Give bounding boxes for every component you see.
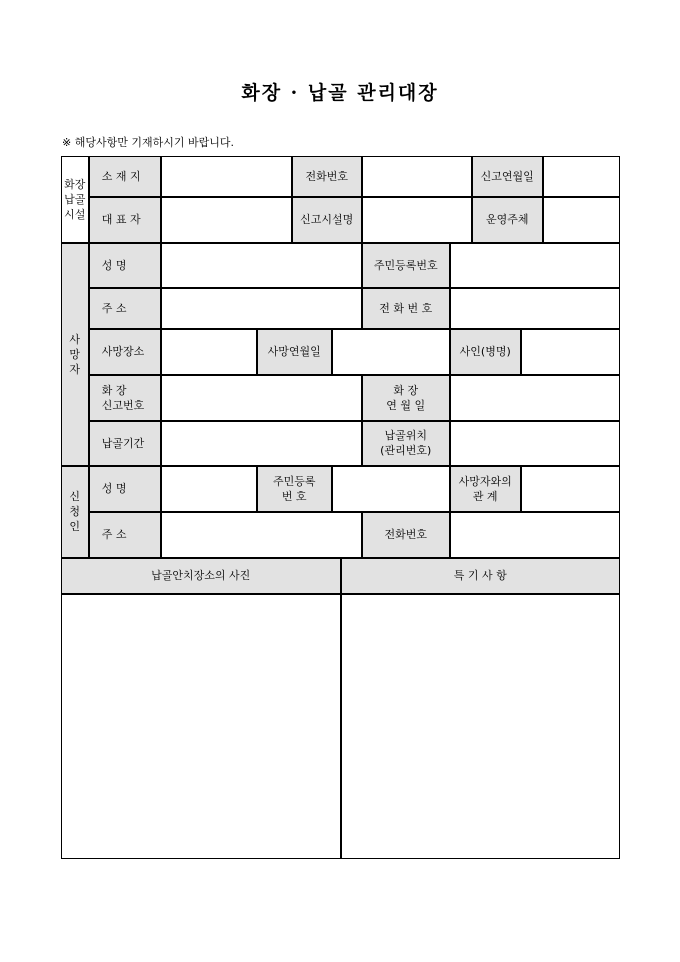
facility-name-label: 신고시설명 — [292, 197, 362, 243]
death-date-label: 사망연월일 — [257, 329, 332, 375]
period-field[interactable] — [161, 421, 362, 466]
operator-label: 운영주체 — [472, 197, 543, 243]
deceased-phone-label: 전 화 번 호 — [362, 288, 450, 329]
deceased-address-label: 주 소 — [89, 288, 161, 329]
remarks-area[interactable] — [341, 594, 620, 859]
cremation-date-field[interactable] — [450, 375, 620, 421]
deceased-phone-field[interactable] — [450, 288, 620, 329]
applicant-resident-no-field[interactable] — [332, 466, 450, 512]
representative-label: 대 표 자 — [89, 197, 161, 243]
applicant-section-label: 신 청 인 — [61, 466, 89, 558]
cremation-date-label: 화 장 연 월 일 — [362, 375, 450, 421]
location-label: 소 재 지 — [89, 156, 161, 197]
representative-field[interactable] — [161, 197, 292, 243]
facility-phone-field[interactable] — [362, 156, 472, 197]
cremation-no-field[interactable] — [161, 375, 362, 421]
deceased-resident-no-field[interactable] — [450, 243, 620, 288]
cause-field[interactable] — [521, 329, 620, 375]
photo-area[interactable] — [61, 594, 341, 859]
niche-location-field[interactable] — [450, 421, 620, 466]
facility-phone-label: 전화번호 — [292, 156, 362, 197]
page-title: 화장 · 납골 관리대장 — [241, 82, 439, 104]
deceased-name-field[interactable] — [161, 243, 362, 288]
report-date-field[interactable] — [543, 156, 620, 197]
applicant-address-field[interactable] — [161, 512, 362, 558]
report-date-label: 신고연월일 — [472, 156, 543, 197]
niche-location-label: 납골위치 (관리번호) — [362, 421, 450, 466]
register-form — [61, 156, 620, 859]
death-place-label: 사망장소 — [89, 329, 161, 375]
deceased-section-label: 사 망 자 — [61, 243, 89, 466]
relation-field[interactable] — [521, 466, 620, 512]
death-place-field[interactable] — [161, 329, 257, 375]
applicant-phone-field[interactable] — [450, 512, 620, 558]
applicant-address-label: 주 소 — [89, 512, 161, 558]
applicant-phone-label: 전화번호 — [362, 512, 450, 558]
death-date-field[interactable] — [332, 329, 450, 375]
operator-field[interactable] — [543, 197, 620, 243]
applicant-name-label: 성 명 — [89, 466, 161, 512]
deceased-name-label: 성 명 — [89, 243, 161, 288]
period-label: 납골기간 — [89, 421, 161, 466]
deceased-resident-no-label: 주민등록번호 — [362, 243, 450, 288]
remarks-header: 특 기 사 항 — [341, 558, 620, 594]
instruction-note: ※ 해당사항만 기재하시기 바랍니다. — [62, 136, 234, 149]
applicant-name-field[interactable] — [161, 466, 257, 512]
deceased-address-field[interactable] — [161, 288, 362, 329]
applicant-resident-no-label: 주민등록 번 호 — [257, 466, 332, 512]
cremation-no-label: 화 장 신고번호 — [89, 375, 161, 421]
cause-label: 사인(병명) — [450, 329, 521, 375]
facility-section-label: 화장 납골 시설 — [61, 156, 89, 243]
photo-header: 납골안치장소의 사진 — [61, 558, 341, 594]
relation-label: 사망자와의 관 계 — [450, 466, 521, 512]
location-field[interactable] — [161, 156, 292, 197]
facility-name-field[interactable] — [362, 197, 472, 243]
